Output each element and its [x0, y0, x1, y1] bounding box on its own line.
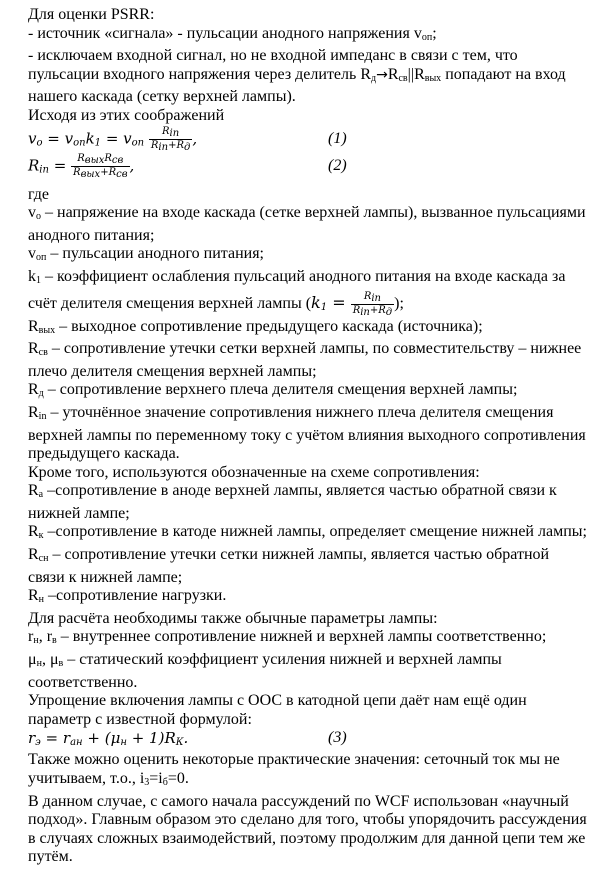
- paragraph-signal-source: - источник «сигнала» - пульсации анодного напряжения $v_{оп}$;: [28, 24, 437, 43]
- paragraph-params: Для расчёта необходимы также обычные параметры лампы:: [28, 609, 438, 627]
- definition-mu: $\mu_н$, $\mu_в$ – статический коэффициент усиления нижней и верхней лампы соответственно.: [28, 651, 502, 691]
- definition-k1: $k_1$ – коэффициент ослабления пульсаций анодного питания на входе каскада за счёт делителя смещения верхней лампы ($k_1$ = $\frac{\text{Rin}}{\text{Rin+Rд}}$ );: [28, 267, 566, 318]
- definition-rd: $R_д$ – сопротивление верхнего плеча делителя смещения верхней лампы;: [28, 381, 518, 400]
- paragraph-simplify: Упрощение включения лампы с ООС в катодной цепи даёт нам ещё один параметр с известной формулой:: [28, 692, 527, 728]
- equation-3: $r_э = r_{ан} + (\mu_н + 1)R_К$. (3): [28, 729, 347, 749]
- equation-2: $R_{in}$ = $\frac{\text{RвыхRсв}}{\text{Rвых+Rсв}}$ , (2): [28, 152, 347, 180]
- paragraph-considerations: Исходя из этих соображений: [28, 106, 225, 124]
- paragraph-besides: Кроме того, используются обозначенные на схеме сопротивления:: [28, 463, 480, 481]
- definition-rin: $R_{in}$ – уточнённое значение сопротивления нижнего плеча делителя смещения верхней лампы по переменному току с учётом влияния выходного сопротивления предыдущего каскада.: [28, 403, 586, 463]
- paragraph-final: В данном случае, с самого начала рассуждений по WCF использован «научный подход». Главным образом это сделано для того, чтобы упорядочить рассуждения в случаях сложных взаимодействий, поэтому продолжим для данной цепи тем же путём.: [28, 792, 587, 866]
- arrow-right-icon: →: [376, 66, 388, 83]
- definition-vop: $v_{оп}$ – пульсации анодного питания;: [28, 245, 264, 264]
- paragraph-practical: Также можно оценить некоторые практические значения: сеточный ток мы не учитываем, т.о., $i_3=i_б=0$.: [28, 751, 560, 788]
- definition-rsn: $R_{сн}$ – сопротивление утечки сетки нижней лампы, является частью обратной связи к нижней лампе;: [28, 546, 550, 586]
- equation-3-label: (3): [328, 729, 347, 747]
- paragraph-where: где: [28, 185, 50, 203]
- equation-1: $v_о = v_{оп}k_1 = v_{оп}$ $\frac{\text{Rin}}{\text{Rin+Rд}}$ , (1): [28, 125, 347, 153]
- definition-rk: $R_к$ –сопротивление в катоде нижней лампы, определяет смещение нижней лампы;: [28, 523, 587, 542]
- definition-rvyh: $R_{вых}$ – выходное сопротивление предыдущего каскада (источника);: [28, 317, 483, 336]
- equation-1-label: (1): [328, 129, 347, 147]
- definition-vo: $v_о$ – напряжение на входе каскада (сетке верхней лампы), вызванное пульсациями анодного питания;: [28, 204, 586, 244]
- definition-rsv: $R_{св}$ – сопротивление утечки сетки верхней лампы, по совместительству – нижнее плечо делителя смещения верхней лампы;: [28, 340, 582, 380]
- equation-2-label: (2): [328, 156, 347, 174]
- definition-rn: $R_н$ –сопротивление нагрузки.: [28, 587, 227, 606]
- paragraph-intro: Для оценки PSRR:: [28, 6, 155, 23]
- paragraph-input-impedance: - исключаем входной сигнал, но не входной импеданс в связи с тем, что пульсации входного напряжения через делитель $R_д\to R_{св}||R_{вых}$ попадают на вход нашего каскада (сетку верхней лампы).: [28, 47, 566, 106]
- definition-ra: $R_а$ –сопротивление в аноде верхней лампы, является частью обратной связи к нижней лампе;: [28, 482, 557, 522]
- definition-r-internal: $r_н$, $r_в$ – внутреннее сопротивление нижней и верхней лампы соответственно;: [28, 628, 547, 647]
